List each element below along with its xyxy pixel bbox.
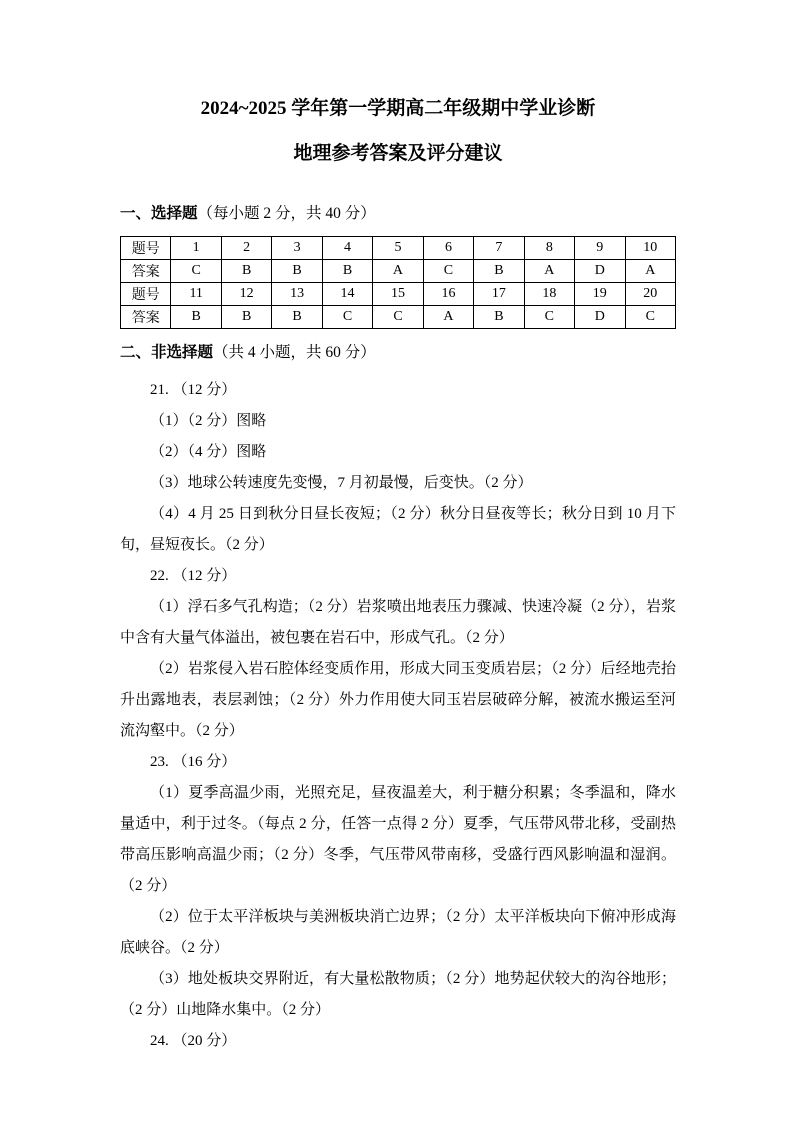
- table-cell: 题号: [121, 282, 171, 305]
- table-cell: A: [373, 259, 423, 282]
- table-cell: 17: [474, 282, 524, 305]
- answer-paragraph-q21: 21. （12 分）: [150, 381, 237, 398]
- table-row-answers-2: [121, 305, 676, 328]
- table-cell: 18: [524, 282, 574, 305]
- table-cell: 7: [474, 236, 524, 259]
- answer-paragraph-q23-1: （1）夏季高温少雨，光照充足，昼夜温差大，利于糖分积累；冬季温和，降水量适中，利于过冬。（每点 2 分，任答一点得 2 分）夏季，气压带风带北移，受副热带高压影响高温少雨；（2 分）冬季，气压带风带南移，受盛行西风影响温和湿润。（2 分）: [120, 784, 676, 894]
- answer-key-table: [120, 236, 676, 329]
- table-cell: 6: [423, 236, 473, 259]
- table-cell: 15: [373, 282, 423, 305]
- section-heading-frq: [120, 343, 676, 363]
- table-cell: B: [171, 305, 221, 328]
- table-cell: C: [373, 305, 423, 328]
- answer-paragraph-q23-3: （3）地处板块交界附近，有大量松散物质；（2 分）地势起伏较大的沟谷地形；（2 分）山地降水集中。（2 分）: [120, 970, 676, 1018]
- table-cell: C: [171, 259, 221, 282]
- table-cell: A: [625, 259, 675, 282]
- table-cell: 12: [221, 282, 271, 305]
- table-row-answers-1: [121, 259, 676, 282]
- document-title-line2: 地理参考答案及评分建议: [293, 142, 503, 164]
- answer-paragraph-q22-2: （2）岩浆侵入岩石腔体经变质作用，形成大同玉变质岩层；（2 分）后经地壳抬升出露地表，表层剥蚀；（2 分）外力作用使大同玉岩层破碎分解，被流水搬运至河流沟壑中。（2 分）: [120, 660, 676, 739]
- table-cell: 2: [221, 236, 271, 259]
- table-cell: D: [575, 305, 625, 328]
- table-cell: C: [524, 305, 574, 328]
- answer-paragraph-q24: 24. （20 分）: [150, 1032, 237, 1049]
- table-cell: 10: [625, 236, 675, 259]
- table-cell: A: [423, 305, 473, 328]
- table-cell: 题号: [121, 236, 171, 259]
- table-cell: 14: [322, 282, 372, 305]
- document-title-line1: 2024~2025 学年第一学期高二年级期中学业诊断: [200, 98, 596, 119]
- table-cell: 16: [423, 282, 473, 305]
- table-cell: 19: [575, 282, 625, 305]
- answer-paragraph-q21-4: （4）4 月 25 日到秋分日昼长夜短；（2 分）秋分日昼夜等长；秋分日到 10 月下旬，昼短夜长。（2 分）: [120, 505, 676, 553]
- table-cell: C: [625, 305, 675, 328]
- table-cell: B: [474, 259, 524, 282]
- table-cell: 13: [272, 282, 322, 305]
- table-row-question-numbers-1: [121, 236, 676, 259]
- table-cell: 8: [524, 236, 574, 259]
- table-cell: B: [272, 305, 322, 328]
- table-cell: B: [221, 259, 271, 282]
- section-heading-choice: [120, 204, 676, 224]
- answer-paragraph-q21-1: （1）（2 分）图略: [150, 412, 267, 429]
- table-cell: B: [221, 305, 271, 328]
- answer-paragraph-q21-2: （2）（4 分）图略: [150, 443, 267, 460]
- table-cell: 20: [625, 282, 675, 305]
- table-cell: A: [524, 259, 574, 282]
- table-cell: D: [575, 259, 625, 282]
- table-cell: 9: [575, 236, 625, 259]
- table-cell: B: [474, 305, 524, 328]
- table-cell: C: [423, 259, 473, 282]
- table-cell: B: [322, 259, 372, 282]
- answer-paragraph-q22: 22. （12 分）: [150, 567, 237, 584]
- section-choice-note: （每小题 2 分，共 40 分）: [197, 204, 376, 222]
- table-cell: 5: [373, 236, 423, 259]
- table-cell: 3: [272, 236, 322, 259]
- answer-paragraph-q22-1: （1）浮石多气孔构造；（2 分）岩浆喷出地表压力骤减、快速冷凝（2 分），岩浆中含有大量气体溢出，被包裹在岩石中，形成气孔。（2 分）: [120, 598, 676, 646]
- table-cell: C: [322, 305, 372, 328]
- answer-paragraph-q21-3: （3）地球公转速度先变慢，7 月初最慢，后变快。（2 分）: [150, 474, 533, 491]
- section-choice-label: 一、选择题: [120, 204, 198, 222]
- table-row-question-numbers-2: [121, 282, 676, 305]
- table-cell: 答案: [121, 305, 171, 328]
- answer-paragraph-q23-2: （2）位于太平洋板块与美洲板块消亡边界；（2 分）太平洋板块向下俯冲形成海底峡谷。（2 分）: [120, 908, 676, 956]
- section-frq-label: 二、非选择题: [120, 343, 214, 361]
- table-cell: 4: [322, 236, 372, 259]
- table-cell: 答案: [121, 259, 171, 282]
- section-frq-note: （共 4 小题，共 60 分）: [213, 343, 376, 361]
- table-cell: 1: [171, 236, 221, 259]
- answer-paragraph-q23: 23. （16 分）: [150, 753, 237, 770]
- frq-answers-block: [120, 375, 676, 1057]
- table-cell: 11: [171, 282, 221, 305]
- table-cell: B: [272, 259, 322, 282]
